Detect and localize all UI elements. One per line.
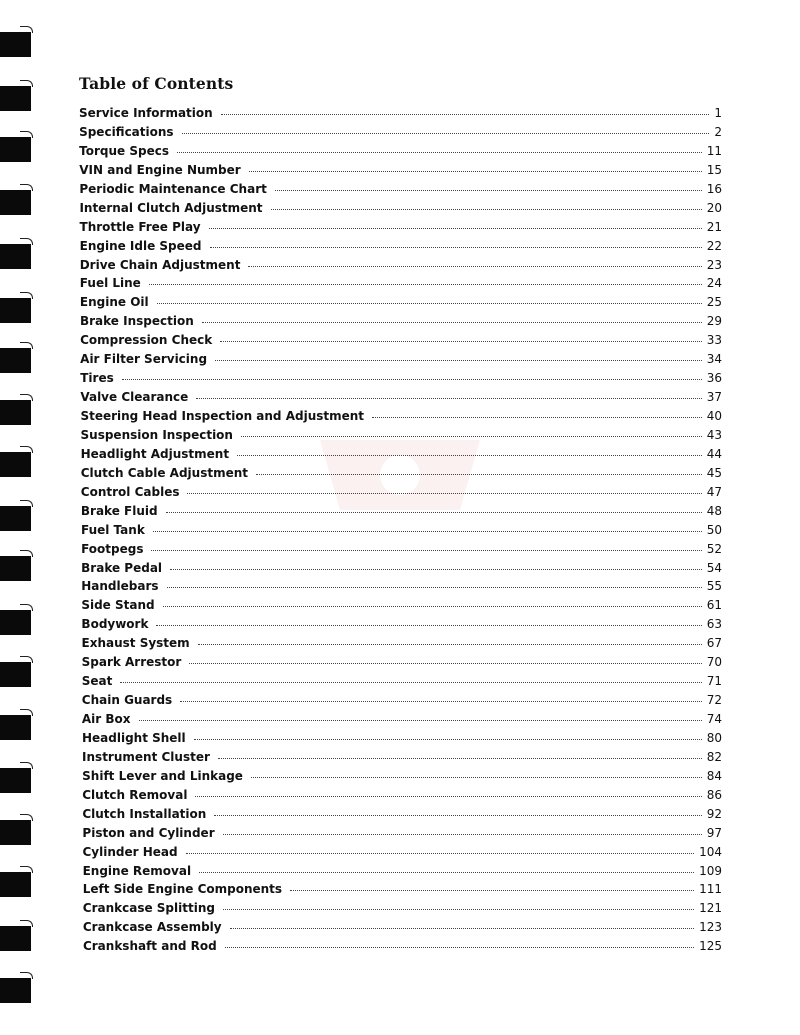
dot-leader bbox=[256, 474, 702, 475]
dot-leader bbox=[196, 398, 701, 399]
toc-entry[interactable] bbox=[81, 428, 722, 447]
toc-entry[interactable] bbox=[83, 939, 722, 958]
toc-entry[interactable] bbox=[80, 258, 722, 277]
toc-entry[interactable] bbox=[80, 220, 722, 239]
toc-entry-page: 11 bbox=[706, 143, 722, 158]
toc-entry[interactable] bbox=[81, 466, 722, 485]
toc-entry[interactable] bbox=[80, 333, 722, 352]
toc-entry-page: 97 bbox=[706, 825, 722, 840]
dot-leader bbox=[187, 493, 701, 494]
toc-entry-label: Clutch Cable Adjustment bbox=[80, 465, 248, 480]
toc-entry[interactable] bbox=[80, 276, 722, 295]
toc-entry[interactable] bbox=[79, 182, 722, 201]
toc-entry-label: Throttle Free Play bbox=[79, 219, 201, 234]
toc-entry-label: Exhaust System bbox=[81, 636, 190, 651]
toc-entry-page: 1 bbox=[714, 106, 722, 120]
toc-entry-label: Specifications bbox=[79, 124, 174, 139]
toc-entry[interactable] bbox=[82, 636, 722, 655]
dot-leader bbox=[202, 322, 702, 323]
toc-entry-label: Side Stand bbox=[81, 598, 155, 613]
dot-leader bbox=[149, 284, 702, 285]
toc-entry-label: Air Filter Servicing bbox=[80, 352, 208, 367]
toc-entry-page: 37 bbox=[706, 390, 722, 405]
toc-entry-page: 61 bbox=[706, 598, 722, 613]
toc-entry-label: Engine Idle Speed bbox=[79, 238, 202, 253]
toc-entry-page: 40 bbox=[706, 409, 722, 423]
page-title: Table of Contents bbox=[79, 74, 234, 93]
toc-entry-label: Crankcase Splitting bbox=[82, 901, 215, 916]
toc-entry[interactable] bbox=[81, 523, 722, 542]
dot-leader bbox=[153, 531, 702, 532]
dot-leader bbox=[220, 341, 701, 342]
toc-entry[interactable] bbox=[81, 598, 722, 617]
dot-leader bbox=[237, 455, 702, 456]
binding-hole bbox=[0, 662, 31, 687]
toc-entry-page: 70 bbox=[706, 655, 722, 670]
toc-entry-label: Crankcase Assembly bbox=[82, 920, 222, 935]
toc-entry-label: Footpegs bbox=[81, 541, 144, 556]
toc-entry[interactable] bbox=[81, 579, 722, 598]
dot-leader bbox=[194, 739, 702, 740]
toc-entry-label: Clutch Installation bbox=[82, 806, 207, 821]
toc-entry-label: Headlight Shell bbox=[81, 730, 186, 745]
dot-leader bbox=[195, 796, 701, 797]
toc-entry[interactable] bbox=[80, 314, 722, 333]
binding-hole bbox=[0, 190, 31, 215]
toc-entry[interactable] bbox=[82, 826, 722, 845]
toc-entry[interactable] bbox=[79, 144, 722, 163]
toc-entry-page: 20 bbox=[706, 200, 722, 215]
toc-entry[interactable] bbox=[81, 617, 722, 636]
dot-leader bbox=[189, 663, 701, 664]
table-of-contents bbox=[79, 106, 722, 958]
toc-entry-label: Brake Pedal bbox=[81, 560, 163, 575]
toc-entry-page: 48 bbox=[706, 503, 722, 518]
dot-leader bbox=[225, 947, 694, 948]
dot-leader bbox=[170, 569, 702, 570]
binding-hole bbox=[0, 400, 31, 425]
toc-entry[interactable] bbox=[82, 655, 722, 674]
dot-leader bbox=[166, 512, 702, 513]
toc-entry-label: Piston and Cylinder bbox=[82, 825, 215, 840]
toc-entry[interactable] bbox=[79, 201, 722, 220]
toc-entry[interactable] bbox=[82, 769, 722, 788]
toc-entry[interactable] bbox=[82, 807, 722, 826]
toc-entry[interactable] bbox=[82, 712, 722, 731]
dot-leader bbox=[221, 114, 710, 115]
toc-entry-page: 63 bbox=[706, 617, 722, 632]
toc-entry-page: 82 bbox=[706, 749, 722, 764]
toc-entry-label: Tires bbox=[80, 371, 114, 386]
toc-entry-page: 45 bbox=[706, 465, 722, 480]
binding-hole bbox=[0, 978, 31, 1003]
toc-entry-label: Drive Chain Adjustment bbox=[79, 257, 241, 272]
toc-entry-label: Shift Lever and Linkage bbox=[82, 768, 243, 783]
toc-entry[interactable] bbox=[83, 882, 722, 901]
toc-entry[interactable] bbox=[81, 561, 722, 580]
toc-entry-label: Compression Check bbox=[80, 333, 213, 348]
dot-leader bbox=[214, 815, 701, 816]
toc-entry-page: 29 bbox=[706, 314, 722, 329]
toc-entry-label: Fuel Line bbox=[79, 276, 141, 291]
toc-entry-page: 33 bbox=[706, 333, 722, 348]
dot-leader bbox=[275, 190, 702, 191]
toc-entry[interactable] bbox=[80, 295, 722, 314]
toc-entry-label: Engine Removal bbox=[82, 863, 192, 878]
toc-entry[interactable] bbox=[80, 352, 722, 371]
dot-leader bbox=[210, 247, 702, 248]
toc-entry-page: 72 bbox=[706, 693, 722, 708]
toc-entry-label: Suspension Inspection bbox=[80, 427, 233, 442]
toc-entry-label: Cylinder Head bbox=[82, 844, 178, 859]
toc-entry-label: Valve Clearance bbox=[80, 390, 189, 405]
dot-leader bbox=[182, 133, 710, 134]
binding-hole bbox=[0, 137, 31, 162]
toc-entry-page: 34 bbox=[706, 352, 722, 367]
dot-leader bbox=[180, 701, 702, 702]
toc-entry-label: Brake Inspection bbox=[79, 314, 194, 329]
dot-leader bbox=[230, 928, 694, 929]
dot-leader bbox=[120, 682, 701, 683]
toc-entry-label: Bodywork bbox=[81, 617, 149, 632]
binding-hole bbox=[0, 872, 31, 897]
dot-leader bbox=[199, 872, 694, 873]
toc-entry-page: 21 bbox=[706, 219, 722, 234]
binding-hole bbox=[0, 506, 31, 531]
toc-entry-label: Torque Specs bbox=[79, 143, 170, 158]
toc-entry-label: Internal Clutch Adjustment bbox=[79, 200, 263, 215]
toc-entry-page: 47 bbox=[706, 484, 722, 499]
toc-entry[interactable] bbox=[83, 864, 722, 883]
toc-entry-page: 54 bbox=[706, 560, 722, 575]
toc-entry[interactable] bbox=[82, 788, 722, 807]
toc-entry[interactable] bbox=[81, 542, 722, 561]
toc-entry-label: Headlight Adjustment bbox=[80, 446, 230, 461]
dot-leader bbox=[186, 853, 694, 854]
toc-entry[interactable] bbox=[82, 693, 722, 712]
toc-entry-label: Handlebars bbox=[81, 579, 159, 594]
dot-leader bbox=[198, 644, 702, 645]
toc-entry[interactable] bbox=[83, 920, 722, 939]
toc-entry-label: Left Side Engine Components bbox=[82, 882, 283, 897]
toc-entry-page: 50 bbox=[706, 522, 722, 537]
toc-entry-page: 121 bbox=[699, 901, 722, 916]
dot-leader bbox=[218, 758, 702, 759]
spiral-binding bbox=[0, 0, 40, 1035]
dot-leader bbox=[290, 890, 694, 891]
dot-leader bbox=[241, 436, 702, 437]
binding-hole bbox=[0, 715, 31, 740]
toc-entry-label: Chain Guards bbox=[81, 693, 173, 708]
toc-entry-page: 22 bbox=[706, 238, 722, 253]
toc-entry[interactable] bbox=[79, 125, 722, 144]
dot-leader bbox=[223, 909, 694, 910]
toc-entry-label: Brake Fluid bbox=[80, 503, 158, 518]
toc-entry-label: Crankshaft and Rod bbox=[82, 939, 217, 954]
toc-entry-page: 25 bbox=[706, 295, 722, 310]
toc-entry-label: Fuel Tank bbox=[80, 522, 145, 537]
dot-leader bbox=[215, 360, 702, 361]
toc-entry-page: 109 bbox=[699, 863, 722, 878]
dot-leader bbox=[271, 209, 702, 210]
binding-hole bbox=[0, 244, 31, 269]
toc-entry-label: Periodic Maintenance Chart bbox=[79, 181, 267, 196]
binding-hole bbox=[0, 820, 31, 845]
binding-hole bbox=[0, 86, 31, 111]
binding-hole bbox=[0, 926, 31, 951]
toc-entry-page: 15 bbox=[706, 162, 722, 177]
dot-leader bbox=[163, 606, 702, 607]
toc-entry[interactable] bbox=[79, 163, 722, 182]
dot-leader bbox=[156, 625, 701, 626]
toc-entry-page: 23 bbox=[706, 257, 722, 272]
toc-entry-page: 2 bbox=[714, 124, 722, 139]
binding-hole bbox=[0, 610, 31, 635]
binding-hole bbox=[0, 556, 31, 581]
binding-hole bbox=[0, 32, 31, 57]
toc-entry[interactable] bbox=[80, 371, 722, 390]
dot-leader bbox=[249, 171, 702, 172]
toc-entry[interactable] bbox=[82, 731, 722, 750]
toc-entry-label: Service Information bbox=[79, 106, 213, 120]
toc-entry-label: Steering Head Inspection and Adjustment bbox=[80, 409, 365, 423]
dot-leader bbox=[139, 720, 702, 721]
dot-leader bbox=[251, 777, 702, 778]
dot-leader bbox=[167, 587, 702, 588]
toc-entry[interactable] bbox=[82, 750, 722, 769]
toc-entry-page: 125 bbox=[699, 939, 722, 954]
dot-leader bbox=[177, 152, 702, 153]
toc-entry[interactable] bbox=[80, 409, 722, 428]
binding-hole bbox=[0, 768, 31, 793]
binding-hole bbox=[0, 348, 31, 373]
toc-entry-page: 111 bbox=[699, 882, 722, 897]
dot-leader bbox=[157, 303, 702, 304]
toc-entry-page: 43 bbox=[706, 427, 722, 442]
toc-entry-label: Spark Arrestor bbox=[81, 655, 182, 670]
toc-entry-page: 44 bbox=[706, 446, 722, 461]
dot-leader bbox=[122, 379, 702, 380]
toc-entry-label: VIN and Engine Number bbox=[79, 162, 241, 177]
toc-entry[interactable] bbox=[83, 901, 722, 920]
toc-entry-page: 80 bbox=[706, 730, 722, 745]
toc-entry-page: 71 bbox=[706, 674, 722, 689]
toc-entry-page: 55 bbox=[706, 579, 722, 594]
dot-leader bbox=[372, 417, 702, 418]
dot-leader bbox=[209, 228, 702, 229]
toc-entry-page: 36 bbox=[706, 371, 722, 386]
toc-entry[interactable] bbox=[81, 485, 722, 504]
toc-entry[interactable] bbox=[83, 845, 722, 864]
dot-leader bbox=[151, 550, 701, 551]
toc-entry[interactable] bbox=[81, 447, 722, 466]
toc-entry-page: 92 bbox=[706, 806, 722, 821]
toc-entry-page: 52 bbox=[706, 541, 722, 556]
toc-entry-page: 123 bbox=[699, 920, 722, 935]
toc-entry-page: 74 bbox=[706, 712, 722, 726]
dot-leader bbox=[223, 834, 702, 835]
toc-entry-page: 86 bbox=[706, 787, 722, 802]
toc-entry-page: 16 bbox=[706, 181, 722, 196]
toc-entry-page: 104 bbox=[699, 844, 722, 859]
toc-entry[interactable] bbox=[81, 504, 722, 523]
binding-hole bbox=[0, 452, 31, 477]
toc-entry-label: Clutch Removal bbox=[82, 787, 188, 802]
toc-entry[interactable] bbox=[79, 106, 722, 125]
toc-entry-label: Control Cables bbox=[80, 484, 180, 499]
toc-entry-page: 24 bbox=[706, 276, 722, 291]
toc-entry[interactable] bbox=[80, 239, 722, 258]
toc-entry-label: Instrument Cluster bbox=[82, 749, 210, 764]
binding-hole bbox=[0, 298, 31, 323]
toc-entry-page: 67 bbox=[706, 636, 722, 651]
toc-entry-label: Seat bbox=[81, 674, 113, 689]
dot-leader bbox=[248, 266, 701, 267]
toc-entry-page: 84 bbox=[706, 768, 722, 783]
toc-entry-label: Air Box bbox=[81, 712, 131, 726]
toc-entry-label: Engine Oil bbox=[79, 295, 149, 310]
toc-entry[interactable] bbox=[80, 390, 722, 409]
toc-entry[interactable] bbox=[82, 674, 722, 693]
